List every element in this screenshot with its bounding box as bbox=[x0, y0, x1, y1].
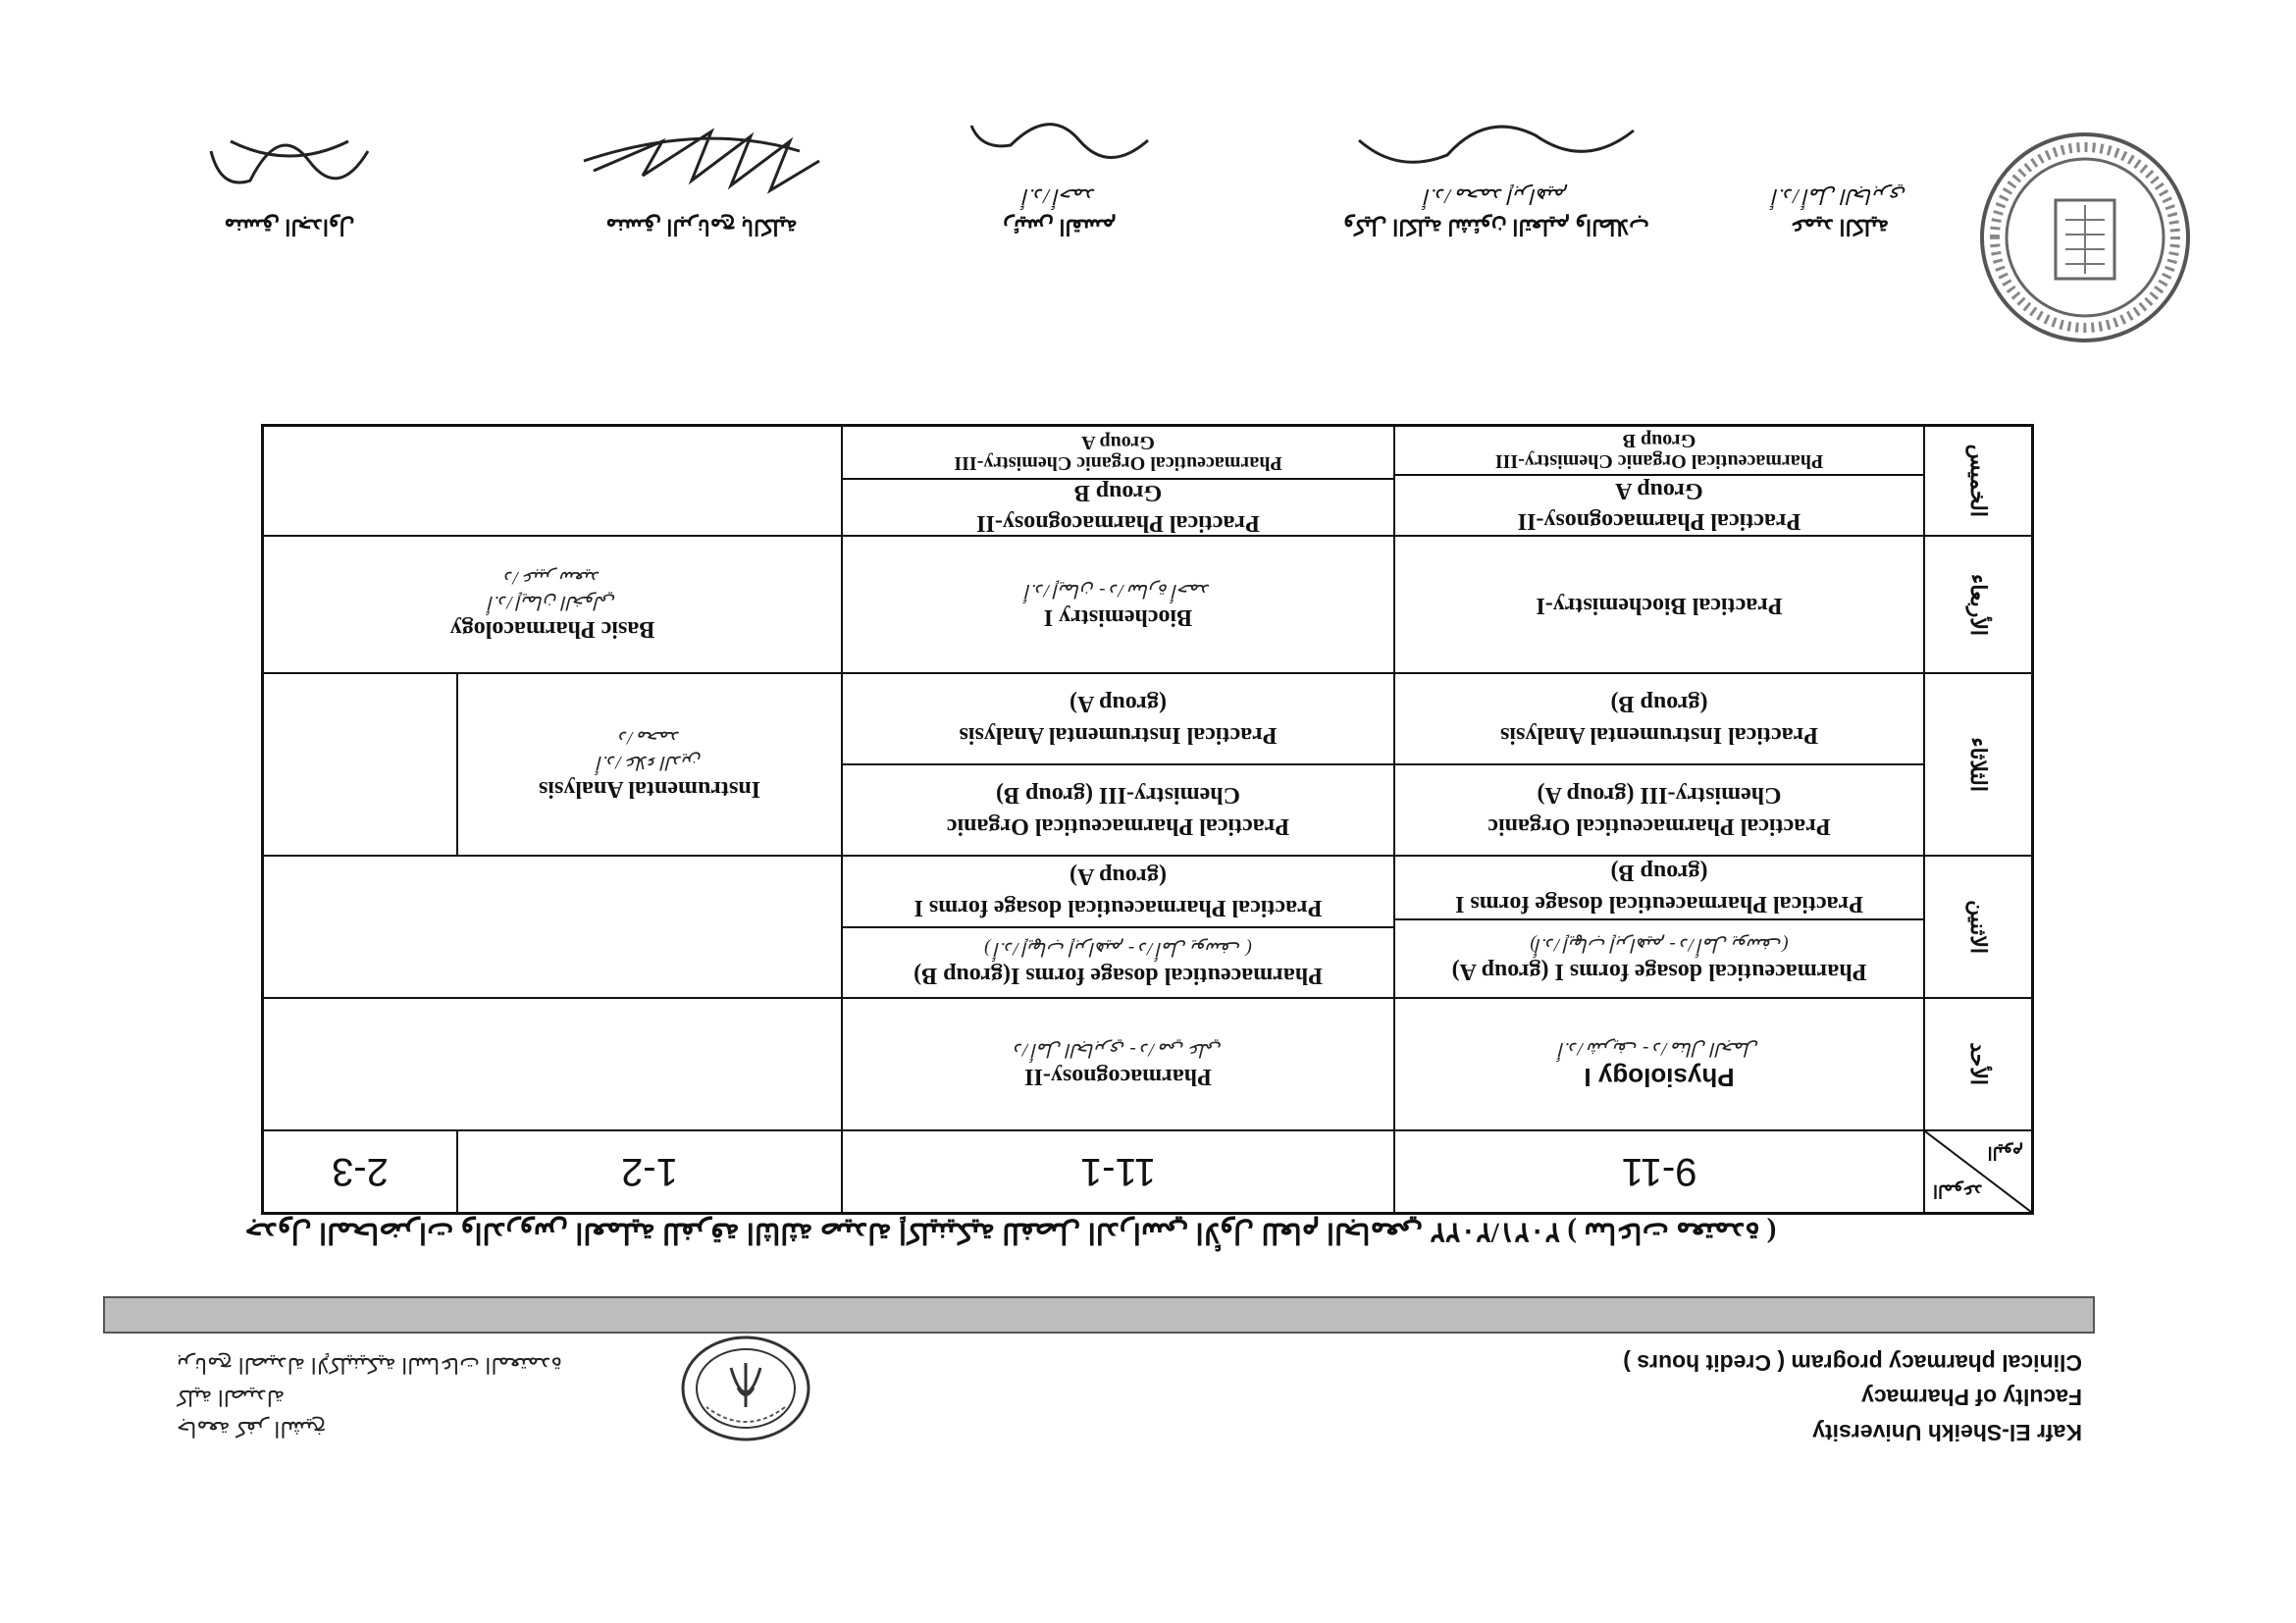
course-cell bbox=[841, 763, 1393, 855]
teacher-name: د/ عبير سعيد bbox=[504, 567, 600, 589]
faculty-name: Faculty of Pharmacy bbox=[1861, 1385, 2082, 1410]
course-cell bbox=[1393, 997, 1923, 1129]
course-name: Basic Pharmacology bbox=[449, 616, 655, 643]
course-name: Practical Biochemistry-I bbox=[1536, 592, 1783, 618]
course-cell bbox=[1393, 763, 1923, 855]
signature-scribble bbox=[1349, 111, 1644, 180]
corner-day-label: اليوم bbox=[1987, 1143, 2023, 1164]
time-slot-header: 9-11 bbox=[1393, 1129, 1923, 1212]
course-cell bbox=[1393, 918, 1923, 997]
course-cell bbox=[1393, 672, 1923, 763]
day-label: الأربعاء bbox=[1966, 573, 1992, 636]
teacher-name: أ.د/ إيمان الخولي bbox=[489, 592, 616, 613]
course-cell bbox=[841, 427, 1393, 478]
day-label: الاثنين bbox=[1966, 900, 1992, 954]
course-name: Pharmaceutical dosage forms I (group A) bbox=[1451, 958, 1867, 984]
course-cell bbox=[841, 478, 1393, 535]
course-name: Practical Pharmaceutical dosage forms I bbox=[1455, 890, 1863, 916]
course-cell bbox=[1393, 855, 1923, 918]
day-cell-thursday bbox=[1923, 427, 2031, 535]
group-label: Chemistry-III (group B) bbox=[996, 782, 1240, 809]
group-label: Group B bbox=[1073, 480, 1163, 505]
faculty-logo-icon bbox=[677, 1331, 814, 1446]
course-name: Practical Instrumental Analysis bbox=[959, 721, 1278, 748]
group-label: (group A) bbox=[1070, 691, 1167, 717]
schedule-table bbox=[261, 424, 2034, 1215]
signatory-name: أ.د/ أحمد bbox=[1023, 184, 1096, 208]
day-label: الخميس bbox=[1966, 444, 1992, 518]
signature-scribble bbox=[962, 111, 1158, 180]
separator-bar bbox=[103, 1296, 2095, 1334]
teacher-name: (أ.د/ إيهاب إبراهيم - د/ أمل يوسف) bbox=[1530, 933, 1789, 955]
course-name: Physiology I bbox=[1584, 1062, 1735, 1092]
course-name: Practical Pharmaceutical Organic bbox=[1487, 812, 1831, 839]
course-cell bbox=[264, 535, 841, 672]
official-stamp-icon bbox=[1974, 127, 2195, 347]
day-cell-tuesday bbox=[1923, 672, 2031, 855]
arabic-university-name: جامعة كفر الشيخ bbox=[177, 1417, 327, 1441]
time-slot-header: 2-3 bbox=[264, 1129, 456, 1212]
course-name: Pharmaceutical Organic Chemistry-III bbox=[954, 452, 1282, 474]
course-name: Instrumental Analysis bbox=[538, 776, 761, 803]
time-slot-header: 1-2 bbox=[456, 1129, 841, 1212]
course-name: Practical Pharmaceutical Organic bbox=[946, 812, 1290, 839]
group-label: Group B bbox=[1622, 430, 1696, 451]
signature-scribble bbox=[201, 131, 378, 210]
signature-block bbox=[1290, 111, 1702, 239]
day-cell-monday bbox=[1923, 855, 2031, 997]
signature-block bbox=[1693, 183, 1987, 239]
course-cell bbox=[1393, 474, 1923, 535]
group-label: Group A bbox=[1615, 478, 1703, 503]
teacher-name: د/ أمل الجابري - د/ مي علي bbox=[1014, 1039, 1223, 1061]
course-cell bbox=[841, 926, 1393, 997]
university-name: Kafr El-Sheikh University bbox=[1812, 1420, 2082, 1445]
course-cell bbox=[1393, 535, 1923, 672]
empty-cell bbox=[264, 427, 841, 535]
course-cell bbox=[841, 855, 1393, 926]
program-name: Clinical pharmacy program ( Credit hours ) bbox=[1623, 1350, 2082, 1376]
course-cell bbox=[841, 535, 1393, 672]
course-name: Pharmaceutical Organic Chemistry-III bbox=[1494, 450, 1824, 472]
day-label: الثلاثاء bbox=[1966, 737, 1992, 792]
day-cell-sunday bbox=[1923, 997, 2031, 1129]
signature-block bbox=[535, 117, 868, 239]
teacher-name: د/ محمد bbox=[619, 727, 680, 749]
signatory-name: أ.د/ أمل الجابري bbox=[1773, 184, 1906, 208]
course-name: Biochemistry I bbox=[1043, 603, 1193, 630]
signature-block bbox=[932, 111, 1187, 239]
signature-title: منسق البرنامج بالكلية bbox=[605, 215, 798, 239]
signature-title: منسق الجداول bbox=[224, 215, 355, 239]
group-label: (group B) bbox=[1610, 691, 1708, 717]
course-name: Practical Pharmacognosy-II bbox=[1517, 508, 1801, 535]
group-label: (group B) bbox=[1610, 860, 1708, 886]
course-cell bbox=[841, 672, 1393, 763]
day-label: الأحد bbox=[1966, 1042, 1992, 1086]
course-name: Pharmacognosy-II bbox=[1024, 1064, 1212, 1090]
empty-cell bbox=[264, 997, 841, 1129]
course-name: Practical Instrumental Analysis bbox=[1500, 721, 1818, 748]
signature-scribble bbox=[574, 117, 829, 210]
arabic-program-name: برنامج الصيدلة الإكلينيكية الساعات المعتمدة bbox=[177, 1353, 562, 1378]
empty-cell bbox=[264, 855, 841, 997]
time-slot-header: 11-1 bbox=[841, 1129, 1393, 1212]
signature-title: عميد الكلية bbox=[1790, 215, 1890, 239]
course-cell bbox=[1393, 427, 1923, 474]
course-name: Practical Pharmacognosy-II bbox=[976, 510, 1260, 537]
signatory-name: أ.د/ محمد إبراهيم bbox=[1425, 184, 1568, 208]
teacher-name: أ.د/ علاء الدين bbox=[598, 752, 702, 773]
corner-cell bbox=[1923, 1129, 2031, 1212]
schedule-title: جدول المحاضرات والدروس العملية للفرقة الثالثة صيدلة إكلينيكية للفصل الدراسي الأول للعام الجامعي ٢٠٢١/٢٠٢٢ ( ساعات معتمدة ) bbox=[244, 1217, 1777, 1248]
group-label: (group A) bbox=[1070, 864, 1167, 890]
teacher-name: ( أ.د/ إيهاب إبراهيم - د/ أمل يوسف ) bbox=[984, 937, 1252, 959]
signature-title: رئيس القسم bbox=[1003, 215, 1117, 239]
teacher-name: أ.د/ شريف - د/ منال الجمل bbox=[1559, 1037, 1759, 1059]
empty-cell bbox=[264, 672, 456, 855]
signature-title: وكيل الكلية لشئون التعليم والطلاب bbox=[1343, 215, 1649, 239]
course-cell bbox=[456, 672, 841, 855]
course-name: Pharmaceutical dosage forms I(group B) bbox=[913, 962, 1323, 988]
course-cell bbox=[841, 997, 1393, 1129]
arabic-faculty-name: كلية الصيدلة bbox=[177, 1386, 286, 1410]
course-name: Practical Pharmaceutical dosage forms I bbox=[913, 894, 1323, 920]
signature-block bbox=[182, 131, 397, 239]
corner-time-label: الموعد bbox=[1933, 1181, 1983, 1201]
day-cell-wednesday bbox=[1923, 535, 2031, 672]
group-label: Chemistry-III (group A) bbox=[1537, 782, 1782, 809]
group-label: Group A bbox=[1081, 432, 1155, 453]
teacher-name: أ.د/ إيمان - د/ سارة أحمد bbox=[1025, 579, 1211, 601]
